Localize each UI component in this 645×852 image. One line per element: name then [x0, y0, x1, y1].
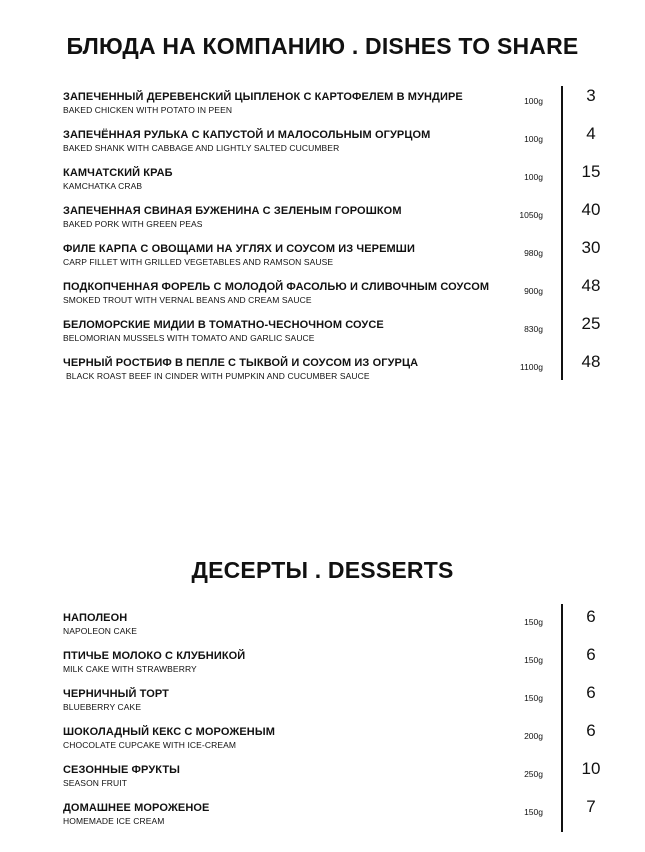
menu-item-weight: 900g — [524, 286, 543, 296]
menu-item-description: BELOMORIAN MUSSELS WITH TOMATO AND GARLIC SAUCE — [63, 333, 315, 343]
menu-item — [0, 200, 645, 243]
menu-item-price: 6 — [586, 683, 596, 702]
menu-item-description: CHOCOLATE CUPCAKE WITH ICE-CREAM — [63, 740, 237, 750]
section-title-dishes-to-share: БЛЮДА НА КОМПАНИЮ . DISHES TO SHARE — [66, 33, 579, 59]
menu-item-name: ЧЕРНИЧНЫЙ ТОРТ — [63, 688, 169, 700]
menu-item-name: ПТИЧЬЕ МОЛОКО С КЛУБНИКОЙ — [63, 650, 246, 662]
menu-item-price: 4 — [586, 124, 596, 143]
menu-item-price: 6 — [586, 721, 596, 740]
menu-item — [0, 721, 645, 764]
menu-item-name: ШОКОЛАДНЫЙ КЕКС С МОРОЖЕНЫМ — [63, 726, 275, 738]
menu-item-price: 6 — [586, 645, 596, 664]
menu-item-name: НАПОЛЕОН — [63, 612, 128, 624]
menu-item — [0, 645, 645, 688]
menu-item-price: 10 — [581, 759, 601, 778]
menu-item-price: 30 — [581, 238, 601, 257]
menu-item — [0, 86, 645, 129]
menu-item-weight: 100g — [524, 134, 543, 144]
menu-item-weight: 150g — [524, 807, 543, 817]
menu-item-weight: 150g — [524, 655, 543, 665]
menu-item-weight: 200g — [524, 731, 543, 741]
menu-item-description: BAKED CHICKEN WITH POTATO IN PEEN — [63, 105, 233, 115]
menu-item — [0, 124, 645, 167]
menu-item-description: BLACK ROAST BEEF IN CINDER WITH PUMPKIN AND CUCUMBER SAUCE — [66, 371, 370, 381]
menu-item-weight: 100g — [524, 172, 543, 182]
menu-item-weight: 150g — [524, 693, 543, 703]
menu-item-description: SMOKED TROUT WITH VERNAL BEANS AND CREAM SAUCE — [63, 295, 312, 305]
menu-item-name: КАМЧАТСКИЙ КРАБ — [63, 167, 173, 179]
menu-item-weight: 1100g — [519, 362, 543, 372]
menu-item-weight: 250g — [524, 769, 543, 779]
menu-item-name: ЗАПЕЧЕННЫЙ ДЕРЕВЕНСКИЙ ЦЫПЛЕНОК С КАРТОФЕЛЕМ В МУНДИРЕ — [63, 91, 463, 103]
menu-item-price: 40 — [581, 200, 601, 219]
menu-item-weight: 830g — [524, 324, 543, 334]
menu-item-weight: 1050g — [519, 210, 543, 220]
menu-item-name: БЕЛОМОРСКИЕ МИДИИ В ТОМАТНО-ЧЕСНОЧНОМ СОУСЕ — [63, 319, 384, 331]
section-title-desserts: ДЕСЕРТЫ . DESSERTS — [191, 557, 454, 583]
menu-item-description: HOMEMADE ICE CREAM — [63, 816, 165, 826]
menu-item-price: 7 — [586, 797, 596, 816]
menu-item-description: CARP FILLET WITH GRILLED VEGETABLES AND RAMSON SAUSE — [63, 257, 334, 267]
menu-item — [0, 238, 645, 281]
menu-item-description: KAMCHATKA CRAB — [63, 181, 143, 191]
menu-item — [0, 797, 645, 840]
menu-item-weight: 150g — [524, 617, 543, 627]
menu-item-name: ЧЕРНЫЙ РОСТБИФ В ПЕПЛЕ С ТЫКВОЙ И СОУСОМ ИЗ ОГУРЦА — [63, 357, 419, 369]
menu-item-description: NAPOLEON CAKE — [63, 626, 138, 636]
menu-item — [0, 683, 645, 726]
menu-item-description: MILK CAKE WITH STRAWBERRY — [63, 664, 197, 674]
menu-item — [0, 759, 645, 802]
menu-item — [0, 314, 645, 357]
menu-item-price: 48 — [581, 352, 601, 371]
menu-item-description: BAKED PORK WITH GREEN PEAS — [63, 219, 203, 229]
menu-item-name: ЗАПЕЧЁННАЯ РУЛЬКА С КАПУСТОЙ И МАЛОСОЛЬНЫМ ОГУРЦОМ — [63, 129, 431, 141]
menu-item-description: BAKED SHANK WITH CABBAGE AND LIGHTLY SALTED CUCUMBER — [63, 143, 340, 153]
menu-item-name: СЕЗОННЫЕ ФРУКТЫ — [63, 764, 181, 776]
menu-item-description: BLUEBERRY CAKE — [63, 702, 142, 712]
menu-item-description: SEASON FRUIT — [63, 778, 128, 788]
menu-item-name: ДОМАШНЕЕ МОРОЖЕНОЕ — [63, 802, 210, 814]
menu-item-name: ФИЛЕ КАРПА С ОВОЩАМИ НА УГЛЯХ И СОУСОМ ИЗ ЧЕРЕМШИ — [63, 243, 415, 255]
menu-item — [0, 607, 645, 650]
menu-item — [0, 276, 645, 319]
menu-item-price: 3 — [586, 86, 596, 105]
menu-item-price: 15 — [581, 162, 601, 181]
menu-item-price: 6 — [586, 607, 596, 626]
menu-item-price: 48 — [581, 276, 601, 295]
menu-item — [0, 352, 645, 395]
menu-item-weight: 980g — [524, 248, 543, 258]
menu-item-price: 25 — [581, 314, 601, 333]
menu-item — [0, 162, 645, 205]
menu-item-weight: 100g — [524, 96, 543, 106]
menu-item-name: ЗАПЕЧЕННАЯ СВИНАЯ БУЖЕНИНА С ЗЕЛЕНЫМ ГОРОШКОМ — [63, 205, 402, 217]
menu-item-name: ПОДКОПЧЕННАЯ ФОРЕЛЬ С МОЛОДОЙ ФАСОЛЬЮ И СЛИВОЧНЫМ СОУСОМ — [63, 281, 490, 293]
